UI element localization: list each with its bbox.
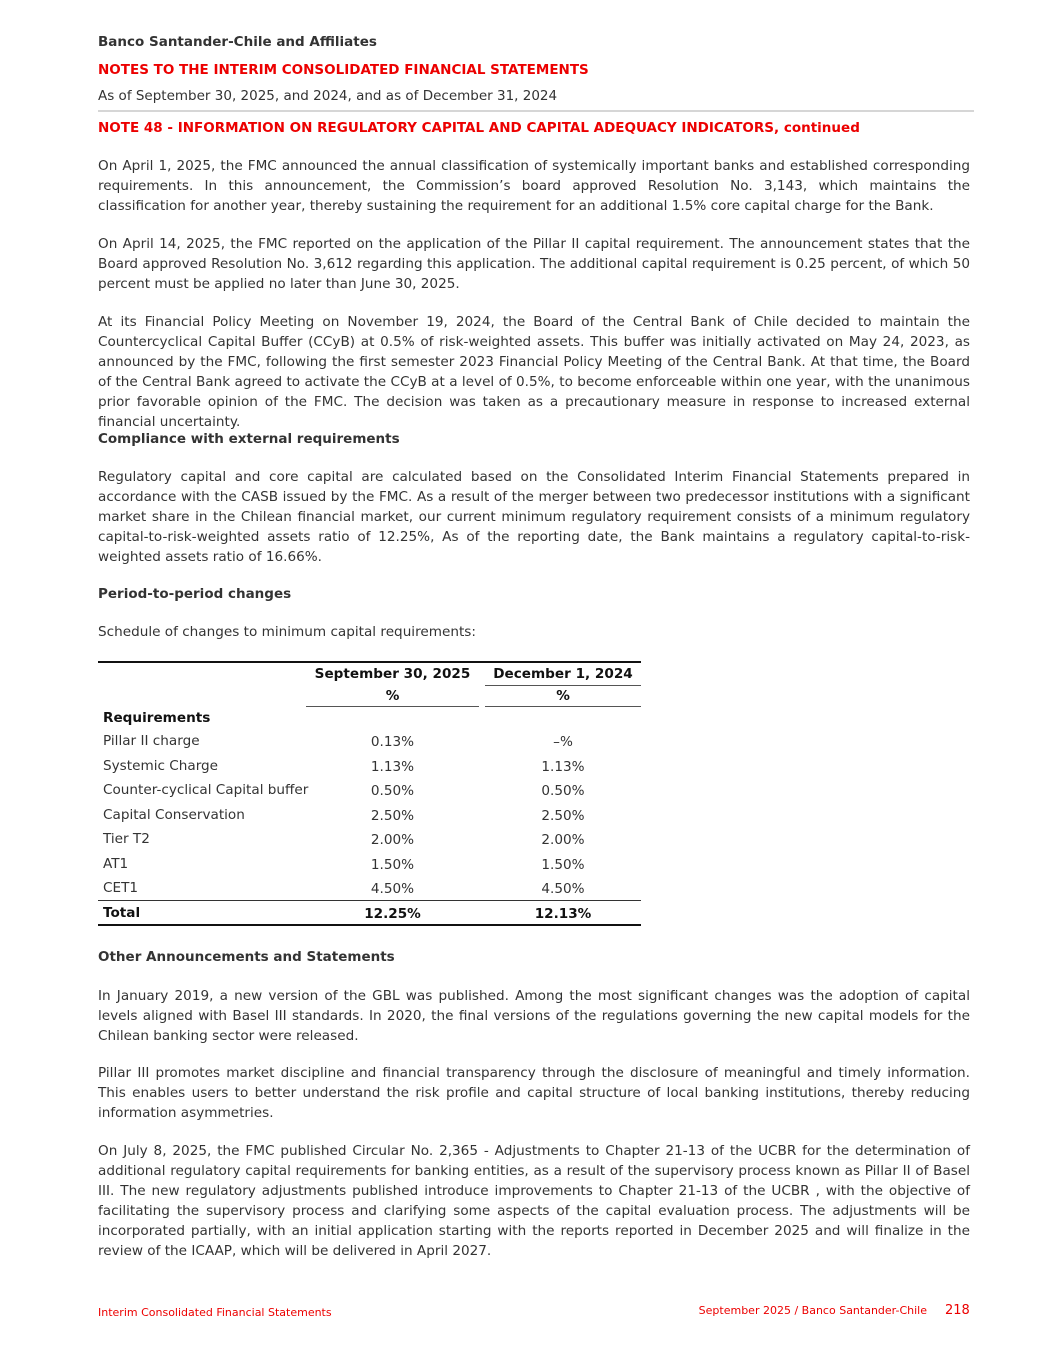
- row-label: CET1: [103, 880, 139, 896]
- total-value-2025: 12.25%: [364, 906, 421, 922]
- row-value-2024: –%: [553, 734, 573, 750]
- row-label: Tier T2: [103, 831, 150, 847]
- row-value-2025: 0.13%: [370, 734, 415, 750]
- row-value-2025: 1.13%: [370, 759, 415, 775]
- paragraph-4: Regulatory capital and core capital are calculated based on the Consolidated Interim Financial Statements prepared in accordance with the CASB issued by the FMC. As a result of the merger between two predecessor institutions with a significant market share in the Chilean financial market, our current minimum regulatory requirement consists of a minimum regulatory capital-to-risk-weighted assets ratio of 12.25%, As of the reporting date, the Bank maintains a regulatory capital-to-risk-weighted assets ratio of 16.66%.: [98, 469, 970, 566]
- row-value-2025: 2.50%: [370, 808, 415, 824]
- row-value-2025: 1.50%: [370, 857, 415, 873]
- unit-rule-col1: [306, 706, 479, 707]
- total-label: Total: [103, 905, 141, 921]
- header-divider: [98, 110, 974, 112]
- row-value-2024: 0.50%: [541, 783, 585, 799]
- paragraph-1: On April 1, 2025, the FMC announced the annual classification of systemically important banks and established corresponding requirements. In this announcement, the Commission’s board approved Resolution No. 3,143, which maintains the classification for another year, thereby sustaining the requirement for an additional 1.5% core capital charge for the Bank.: [98, 158, 970, 215]
- as-of-date: As of September 30, 2025, and 2024, and as of December 31, 2024: [98, 88, 558, 104]
- other-heading: Other Announcements and Statements: [98, 949, 395, 965]
- table-bottom-rule: [98, 924, 641, 926]
- total-value-2024: 12.13%: [534, 906, 592, 922]
- column-header-dec-2024: December 1, 2024: [493, 666, 633, 682]
- footer-right: [699, 1304, 927, 1317]
- period-heading: Period-to-period changes: [98, 586, 292, 602]
- schedule-intro: Schedule of changes to minimum capital requirements:: [98, 624, 476, 640]
- footer-bank: Banco Santander-Chile: [801, 1304, 927, 1317]
- row-label: Capital Conservation: [103, 807, 245, 823]
- column-header-sep-2025: September 30, 2025: [314, 666, 471, 682]
- paragraph-6: Pillar III promotes market discipline and financial transparency through the disclosure of meaningful and timely information. This enables users to better understand the risk profile and capital structure of local banking institutions, thereby reducing information asymmetries.: [98, 1065, 970, 1122]
- row-value-2024: 1.13%: [541, 759, 585, 775]
- row-value-2024: 2.50%: [541, 808, 585, 824]
- header-rule-col2: [485, 685, 641, 686]
- footer-document-title: Interim Consolidated Financial Statements: [98, 1306, 332, 1319]
- footer-date: September 2025: [698, 1304, 791, 1317]
- row-value-2025: 4.50%: [370, 881, 415, 897]
- paragraph-5: In January 2019, a new version of the GBL was published. Among the most significant changes was the adoption of capital levels aligned with Basel III standards. In 2020, the final versions of the regulations governing the new capital models for the Chilean banking sector were released.: [98, 988, 970, 1045]
- note-heading: NOTE 48 - INFORMATION ON REGULATORY CAPITAL AND CAPITAL ADEQUACY INDICATORS, continued: [98, 120, 860, 136]
- row-value-2024: 2.00%: [541, 832, 585, 848]
- row-value-2024: 1.50%: [541, 857, 585, 873]
- paragraph-7: On July 8, 2025, the FMC published Circular No. 2,365 - Adjustments to Chapter 21-13 of the UCBR for the determination of additional regulatory capital requirements for banking entities, as a result of the supervisory process known as Pillar II of Basel III. The new regulatory adjustments published introduce improvements to Chapter 21-13 of the UCBR , with the objective of facilitating the supervisory process and clarifying some aspects of the capital evaluation process. The adjustments will be incorporated partially, with an initial application starting with the reports reported in December 2025 and will finalize in the review of the ICAAP, which will be delivered in April 2027.: [98, 1143, 970, 1260]
- page-number: 218: [945, 1303, 970, 1318]
- capital-requirements-table: [98, 661, 641, 927]
- row-label: Systemic Charge: [103, 758, 219, 774]
- footer-separator: /: [790, 1304, 802, 1317]
- total-top-rule: [98, 900, 641, 901]
- paragraph-3: At its Financial Policy Meeting on November 19, 2024, the Board of the Central Bank of Chile decided to maintain the Countercyclical Capital Buffer (CCyB) at 0.5% of risk-weighted assets. This buffer was initially activated on May 24, 2023, as announced by the FMC, following the first semester 2023 Financial Policy Meeting of the Central Bank. At that time, the Board of the Central Bank agreed to activate the CCyB at a level of 0.5%, to become enforceable within one year, with the unanimous prior favorable opinion of the FMC. The decision was taken as a precautionary measure in response to increased external financial uncertainty.: [98, 314, 970, 431]
- section-label-requirements: Requirements: [103, 710, 211, 726]
- paragraph-2: On April 14, 2025, the FMC reported on the application of the Pillar II capital requirement. The announcement states that the Board approved Resolution No. 3,612 regarding this application. The additional capital requirement is 0.25 percent, of which 50 percent must be applied no later than June 30, 2025.: [98, 236, 970, 293]
- row-label: AT1: [103, 856, 129, 872]
- row-label: Counter-cyclical Capital buffer: [103, 782, 309, 798]
- company-name: Banco Santander-Chile and Affiliates: [98, 34, 377, 50]
- unit-rule-col2: [485, 706, 641, 707]
- table-top-rule: [98, 661, 641, 663]
- row-value-2024: 4.50%: [541, 881, 585, 897]
- compliance-heading: Compliance with external requirements: [98, 431, 400, 447]
- unit-col2: %: [556, 688, 570, 704]
- row-label: Pillar II charge: [103, 733, 200, 749]
- row-value-2025: 2.00%: [370, 832, 415, 848]
- unit-col1: %: [385, 688, 400, 704]
- notes-title: NOTES TO THE INTERIM CONSOLIDATED FINANCIAL STATEMENTS: [98, 62, 589, 78]
- row-value-2025: 0.50%: [370, 783, 415, 799]
